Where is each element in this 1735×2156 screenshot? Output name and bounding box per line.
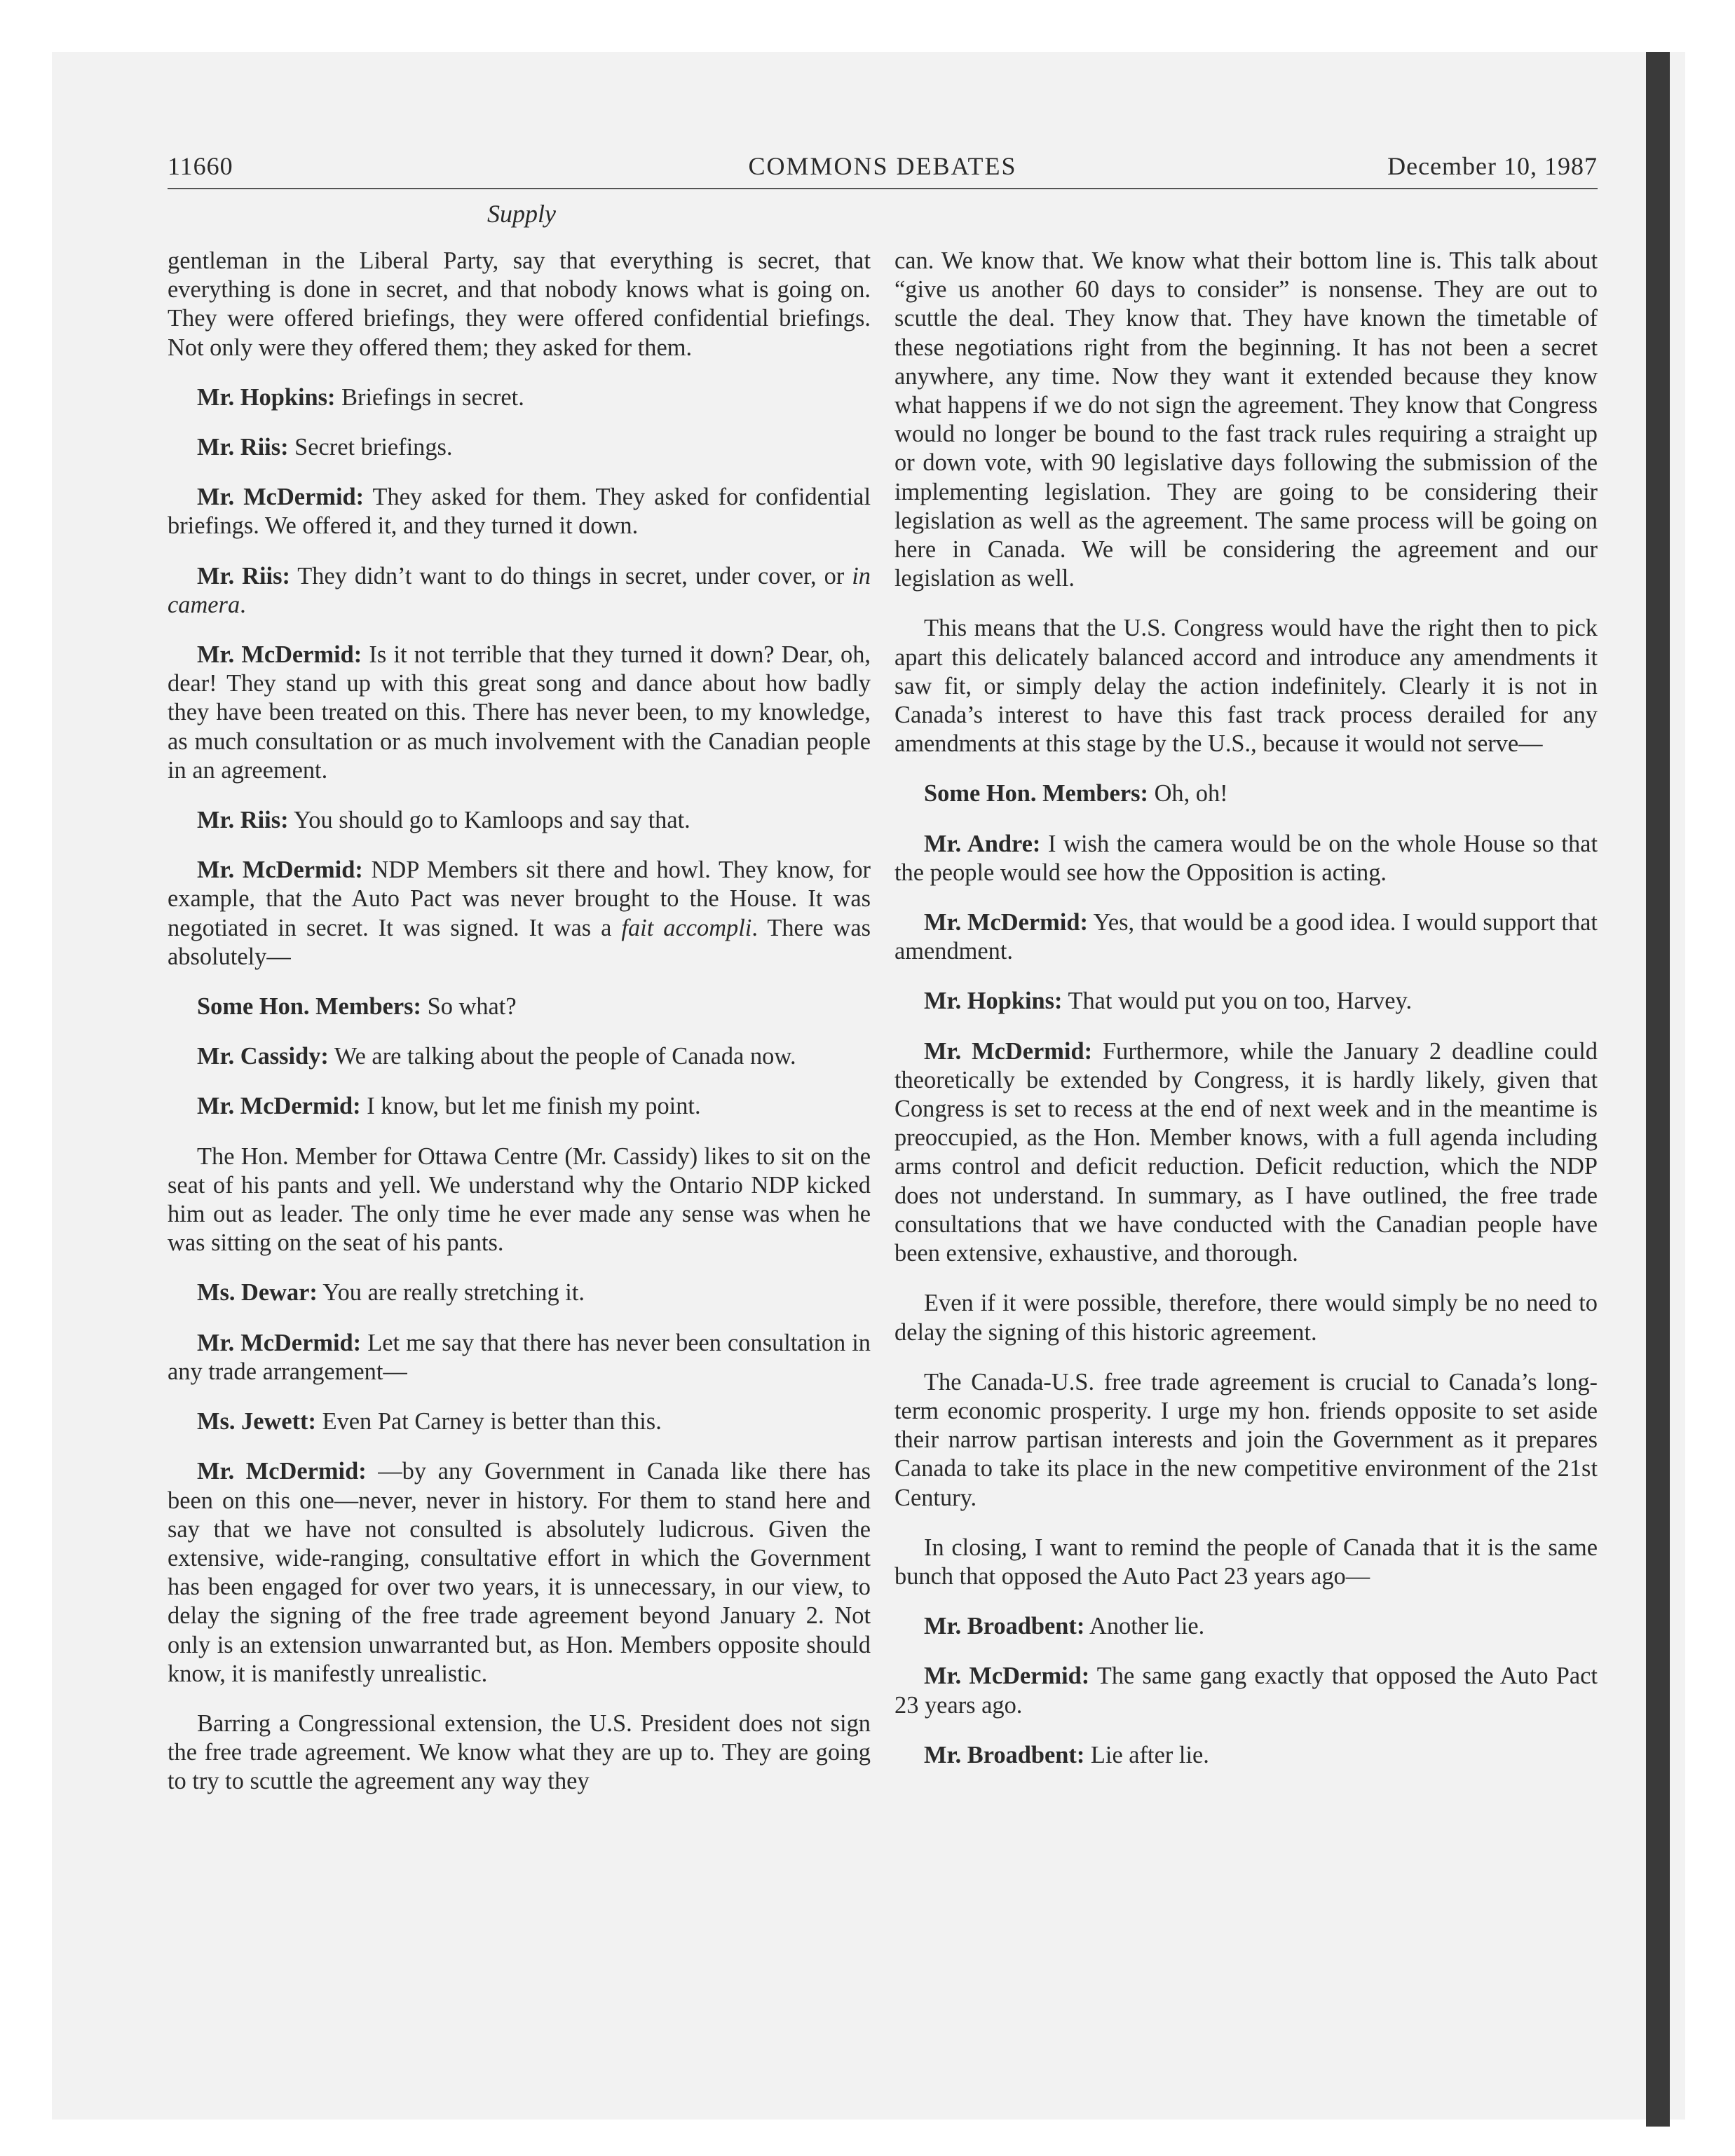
- paragraph-text: can. We know that. We know what their bottom line is. This talk about “give us another 60 days to consider” is nonsense. They are out to scuttle the deal. They know that. They have known the timetable of these negotiations right from the beginning. It has not been a secret anywhere, any time. Now they want it extended because they know what happens if we do not sign the agreement. They know that Congress would no longer be bound to the fast track rules requiring a straight up or down vote, with 90 legislative days following the submission of the implementing legislation. They are going to be considering their legislation as well as the agreement. The same process will be going on here in Canada. We will be considering the agreement and our legislation as well.: [894, 247, 1598, 592]
- speaker-name: Mr. McDermid:: [197, 857, 363, 884]
- paragraph: [168, 1407, 871, 1436]
- paragraph: [894, 908, 1598, 966]
- paragraph: [894, 987, 1598, 1016]
- paragraph-text: We are talking about the people of Canada now.: [328, 1043, 796, 1070]
- paragraph-text-tail: .: [240, 591, 246, 618]
- paragraph-text: That would put you on too, Harvey.: [1062, 988, 1413, 1015]
- speaker-name: Some Hon. Members:: [197, 993, 421, 1021]
- paragraph: [168, 806, 871, 835]
- paragraph-text: Is it not terrible that they turned it down? Dear, oh, dear! They stand up with this great song and dance about how badly they have been treated on this. There has never been, to my knowledge, as much consultation or as much involvement with the Canadian people in an agreement.: [168, 641, 871, 784]
- paragraph-text: The Hon. Member for Ottawa Centre (Mr. Cassidy) likes to sit on the seat of his pants and yell. We understand why the Ontario NDP kicked him out as leader. The only time he ever made any sense was when he was sitting on the seat of his pants.: [168, 1142, 871, 1257]
- paragraph-text: NDP Members sit there and howl. They know, for example, that the Auto Pact was never brought to the House. It was negotiated in secret. It was signed. It was a: [168, 857, 871, 941]
- paragraph-text: Barring a Congressional extension, the U.S. President does not sign the free trade agreement. We know what they are up to. They are going to try to scuttle the agreement any way they: [168, 1710, 871, 1795]
- paragraph: [894, 1037, 1598, 1269]
- paragraph: [168, 433, 871, 462]
- paragraph-text: Even if it were possible, therefore, there would simply be no need to delay the signing of this historic agreement.: [894, 1290, 1598, 1346]
- paragraph-text: In closing, I want to remind the people of Canada that it is the same bunch that opposed the Auto Pact 23 years ago—: [894, 1534, 1598, 1590]
- speaker-name: Some Hon. Members:: [924, 780, 1148, 807]
- speaker-name: Mr. Andre:: [924, 830, 1041, 857]
- paragraph: [894, 1662, 1598, 1719]
- speaker-name: Mr. McDermid:: [924, 909, 1088, 936]
- paragraph: [894, 779, 1598, 808]
- paragraph-text: I know, but let me finish my point.: [360, 1093, 701, 1120]
- paragraph: [168, 992, 871, 1021]
- speaker-name: Mr. McDermid:: [924, 1663, 1090, 1690]
- speaker-name: Mr. McDermid:: [197, 1329, 362, 1356]
- paragraph: [168, 483, 871, 540]
- paragraph-text: Yes, that would be a good idea. I would support that amendment.: [894, 909, 1598, 965]
- paragraph-text: —by any Government in Canada like there has been on this one—never, never in history. For them to stand here and say that we have not consulted is absolutely ludicrous. Given the extensive, wide-ranging, consultative effort in which the Government has been engaged for over two years, it is unnecessary, in our view, to delay the signing of the free trade agreement beyond January 2. Not only is an extension unwarranted but, as Hon. Members opposite should know, it is manifestly unrealistic.: [168, 1458, 871, 1687]
- speaker-name: Mr. Broadbent:: [924, 1613, 1085, 1640]
- scan-edge-bar: [1646, 52, 1670, 2127]
- speaker-name: Mr. Riis:: [197, 434, 289, 461]
- speaker-name: Mr. McDermid:: [197, 484, 365, 511]
- paragraph: [168, 1329, 871, 1386]
- left-column: [168, 247, 871, 1817]
- paragraph-text: gentleman in the Liberal Party, say that everything is secret, that everything is done in secret, and that nobody knows what is going on. They were offered briefings, they were offered confidential briefings. Not only were they offered them; they asked for them.: [168, 247, 871, 361]
- speaker-name: Mr. McDermid:: [197, 641, 362, 669]
- speaker-name: Mr. McDermid:: [197, 1458, 367, 1485]
- paragraph: [894, 1289, 1598, 1346]
- paragraph: [894, 1368, 1598, 1513]
- paragraph-text: This means that the U.S. Congress would have the right then to pick apart this delicately balanced accord and introduce any amendments it saw fit, or simply delay the action indefinitely. Clearly it is not in Canada’s interest to have this fast track process derailed for any amendments at this stage by the U.S., because it would not serve—: [894, 615, 1598, 758]
- paragraph-text: The same gang exactly that opposed the Auto Pact 23 years ago.: [894, 1663, 1598, 1719]
- page-header: [168, 151, 1598, 189]
- speaker-name: Mr. McDermid:: [197, 1093, 361, 1120]
- paragraph-text: Even Pat Carney is better than this.: [315, 1408, 662, 1435]
- italic-phrase: in camera: [168, 562, 871, 618]
- paragraph: [168, 1278, 871, 1307]
- paragraph: [894, 830, 1598, 887]
- paragraph-text: You should go to Kamloops and say that.: [288, 807, 690, 834]
- paragraph-text: Lie after lie.: [1084, 1741, 1209, 1768]
- paragraph: [168, 1042, 871, 1071]
- header-date: December 10, 1987: [1387, 152, 1598, 180]
- paragraph-text: The Canada-U.S. free trade agreement is crucial to Canada’s long-term economic prosperity. I urge my hon. friends opposite to set aside their narrow partisan interests and join the Government as it prepares Canada to take its place in the new competitive environment of the 21st Century.: [894, 1368, 1598, 1511]
- paragraph-text: Another lie.: [1084, 1613, 1205, 1640]
- paragraph: [894, 247, 1598, 593]
- paragraph: [168, 562, 871, 620]
- paragraph: [894, 1612, 1598, 1641]
- paragraph: [168, 1457, 871, 1688]
- paragraph-text: Furthermore, while the January 2 deadline could theoretically be extended by Congress, it is hardly likely, given that Congress is set to recess at the end of next week and in the meantime is preoccupied, as the Hon. Member knows, with a full agenda including arms control and deficit reduction. Deficit reduction, which the NDP does not understand. In summary, as I have outlined, the free trade consultations that we have conducted with the Canadian people have been extensive, exhaustive, and thorough.: [894, 1037, 1598, 1267]
- paragraph-text: They asked for them. They asked for confidential briefings. We offered it, and they turned it down.: [168, 484, 871, 540]
- speaker-name: Mr. Broadbent:: [924, 1741, 1085, 1768]
- paragraph-text: So what?: [421, 993, 517, 1021]
- speaker-name: Mr. McDermid:: [924, 1037, 1093, 1065]
- paragraph: [168, 1710, 871, 1796]
- paragraph-text: Oh, oh!: [1148, 780, 1228, 807]
- publication-title: COMMONS DEBATES: [748, 152, 1017, 180]
- speaker-name: Ms. Dewar:: [197, 1279, 318, 1306]
- paragraph: [894, 1534, 1598, 1591]
- paragraph: [168, 641, 871, 785]
- paragraph-text-tail: . There was absolutely—: [168, 914, 871, 970]
- paragraph: [168, 1092, 871, 1121]
- page-number: 11660: [168, 152, 233, 180]
- paragraph: [894, 614, 1598, 758]
- paragraph-text: You are really stretching it.: [317, 1279, 585, 1306]
- paragraph-text: Let me say that there has never been consultation in any trade arrangement—: [168, 1329, 871, 1385]
- paragraph: [168, 247, 871, 362]
- paragraph: [168, 1142, 871, 1258]
- paragraph: [894, 1741, 1598, 1770]
- section-heading: Supply: [487, 200, 556, 228]
- speaker-name: Mr. Hopkins:: [924, 988, 1063, 1015]
- paragraph-text: Briefings in secret.: [335, 383, 524, 411]
- paragraph-text: They didn’t want to do things in secret, under cover, or: [290, 562, 852, 589]
- italic-phrase: fait accompli: [621, 914, 752, 941]
- speaker-name: Ms. Jewett:: [197, 1408, 316, 1435]
- speaker-name: Mr. Riis:: [197, 562, 290, 589]
- paragraph-text: I wish the camera would be on the whole House so that the people would see how the Opposition is acting.: [894, 830, 1598, 886]
- speaker-name: Mr. Hopkins:: [197, 383, 336, 411]
- speaker-name: Mr. Riis:: [197, 807, 289, 834]
- paragraph: [168, 383, 871, 412]
- paragraph-text: Secret briefings.: [288, 434, 453, 461]
- paragraph: [168, 856, 871, 971]
- speaker-name: Mr. Cassidy:: [197, 1043, 329, 1070]
- right-column: [894, 247, 1598, 1791]
